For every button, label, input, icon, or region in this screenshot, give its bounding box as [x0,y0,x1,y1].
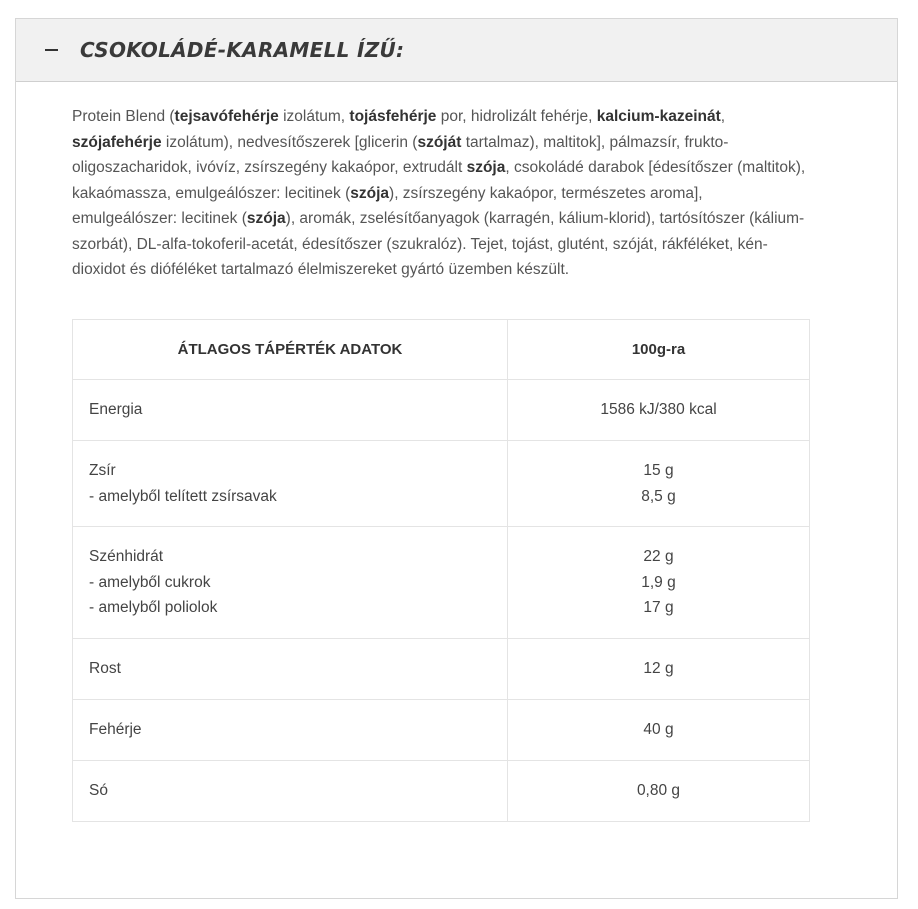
table-header-per-100g: 100g-ra [508,320,810,380]
nutrient-name: Szénhidrát [89,548,164,566]
table-header-row [73,320,810,380]
table-row [73,380,810,441]
minus-icon[interactable] [45,48,67,52]
nutrient-value: 8,5 g [641,487,676,505]
nutrient-name: Fehérje [89,721,142,739]
allergen-text: szója [350,184,390,202]
nutrient-name: Só [89,782,108,800]
nutrient-name: - amelyből telített zsírsavak [89,487,277,505]
allergen-text: szóját [417,133,462,151]
ingredient-text: por, hidrolizált fehérje, [436,108,597,125]
nutrient-name-cell [73,639,508,700]
accordion-title: CSOKOLÁDÉ-KARAMELL ÍZŰ: [80,38,405,62]
nutrient-value-cell [508,761,810,822]
nutrient-name-cell [73,527,508,639]
nutrient-value: 12 g [643,660,674,678]
allergen-text: tojásfehérje [349,108,437,125]
nutrient-name: Energia [89,401,143,419]
nutrient-name: Zsír [89,462,116,479]
nutrient-value-cell [508,527,810,639]
nutrient-value: 15 g [643,462,674,479]
allergen-text: szója [246,210,286,227]
nutrient-value: 22 g [643,548,674,566]
nutrient-value-cell [508,639,810,700]
table-header-nutrient: ÁTLAGOS TÁPÉRTÉK ADATOK [73,320,508,380]
table-row [73,527,810,639]
nutrient-value-cell [508,441,810,527]
accordion-header[interactable] [16,19,897,82]
table-row [73,441,810,527]
ingredient-text: izolátum), nedvesítőszerek [glicerin ( [161,133,418,151]
ingredient-text: tartalmaz), maltitok], pálmazsír, frukto-oligoszacharidok, ivóvíz, zsírszegény kakaópor, extrudált [72,133,729,176]
allergen-text: szója [466,159,506,176]
nutrient-value-cell [508,380,810,441]
nutrient-name-cell [73,441,508,527]
nutrient-name-cell [73,761,508,822]
ingredient-text: Protein Blend ( [72,108,175,125]
ingredient-text: , [720,108,726,125]
table-row [73,639,810,700]
allergen-text: kalcium-kazeinát [596,108,721,125]
nutrient-value: 1586 kJ/380 kcal [600,401,717,419]
nutrient-value: 40 g [643,721,674,739]
nutrient-value: 1,9 g [641,573,676,591]
table-row [73,761,810,822]
ingredients-text [72,104,812,283]
ingredient-text: ), aromák, zselésítőanyagok (karragén, kálium-klorid), tartósítószer (kálium-szorbát), DL-alfa-tokoferil-acetát, édesítőszer (szukralóz). Tejet, tojást, glutént, szóját, rákféléket, kén-dioxidot és dióféléket tartalmazó élelmiszereket gyártó üzemben készült. [72,210,805,278]
allergen-text: tejsavófehérje [174,108,279,125]
allergen-text: szójafehérje [72,133,162,151]
nutrition-table [72,319,810,822]
ingredient-text: ), zsírszegény kakaópor, természetes aroma], emulgeálószer: lecitinek ( [72,184,703,227]
ingredient-text: izolátum, [278,108,350,125]
nutrient-value: 0,80 g [636,782,681,800]
nutrient-name: - amelyből poliolok [89,599,218,617]
table-row [73,700,810,761]
nutrient-value: 17 g [643,599,674,617]
ingredient-text: , csokoládé darabok [édesítőszer (maltitok), kakaómassza, emulgeálószer: lecitinek ( [72,159,806,202]
nutrient-name: Rost [89,660,121,678]
nutrient-name-cell [73,700,508,761]
nutrient-value-cell [508,700,810,761]
nutrient-name-cell [73,380,508,441]
nutrient-name: - amelyből cukrok [89,573,211,591]
